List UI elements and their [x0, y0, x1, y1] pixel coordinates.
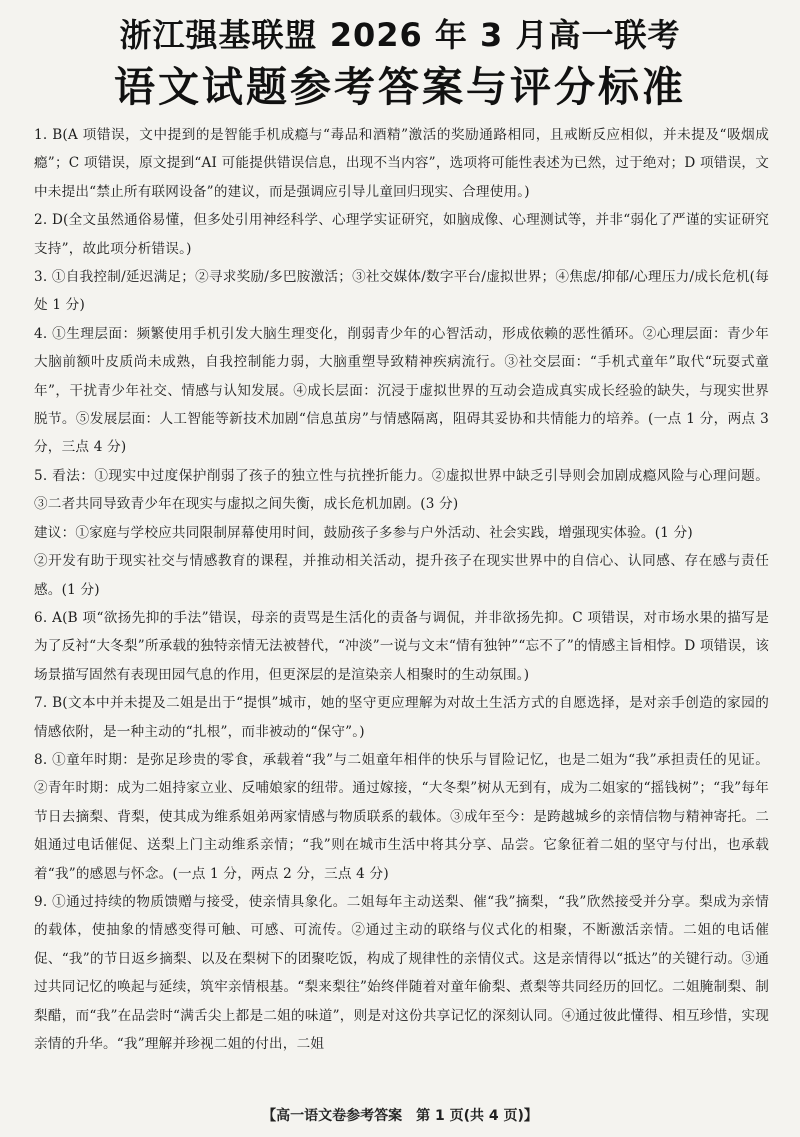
- answer-text: 3. ①自我控制/延迟满足；②寻求奖励/多巴胺激活；③社交媒体/数字平台/虚拟世界；④焦虑/抑郁/心理压力/成长危机(每处 1 分): [34, 269, 769, 314]
- answer-text: 1. B(A 项错误，文中提到的是智能手机成瘾与“毒品和酒精”激活的奖励通路相同，且戒断反应相似，并未提及“吸烟成瘾”；C 项错误，原文提到“AI 可能提供错误信息，出现不当内容”，选项将可能性表述为已然，过于绝对；D 项错误，文中未提出“禁止所有联网设备”的建议，而是强调应引导儿童回归现实、合理使用。): [34, 127, 769, 200]
- document-title: 语文试题参考答案与评分标准: [114, 63, 686, 111]
- page-footer: 【高一语文卷参考答案 第 1 页(共 4 页)】: [262, 1108, 538, 1124]
- answer-item-2: [34, 206, 769, 263]
- answer-item-5: [34, 462, 769, 604]
- answer-text: 2. D(全文虽然通俗易懂，但多处引用神经科学、心理学实证研究，如脑成像、心理测试等，并非“弱化了严谨的实证研究支持”，故此项分析错误。): [34, 212, 769, 257]
- answer-suggestion-2: ②开发有助于现实社交与情感教育的课程，并推动相关活动，提升孩子在现实世界中的自信心、认同感、存在感与责任感。(1 分): [34, 553, 769, 598]
- answer-suggestion-1: 建议：①家庭与学校应共同限制屏幕使用时间，鼓励孩子多参与户外活动、社会实践，增强现实体验。(1 分): [34, 524, 693, 541]
- answer-text: 9. ①通过持续的物质馈赠与接受，使亲情具象化。二姐每年主动送梨、催“我”摘梨，“我”欣然接受并分享。梨成为亲情的载体，使抽象的情感变得可触、可感、可流传。②通过主动的联络与仪式化的相聚，不断激活亲情。二姐的电话催促、“我”的节日返乡摘梨、以及在梨树下的团聚吃饭，构成了规律性的亲情仪式。这是亲情得以“抵达”的关键行动。③通过共同记忆的唤起与延续，筑牢亲情根基。“梨来梨往”始终伴随着对童年偷梨、煮梨等共同经历的回忆。二姐腌制梨、制梨醋，而“我”在品尝时“满舌尖上都是二姐的味道”，则是对这份共享记忆的深刻认同。④通过彼此懂得、相互珍惜，实现亲情的升华。“我”理解并珍视二姐的付出，二姐: [34, 893, 769, 1052]
- answer-item-6: [34, 604, 769, 689]
- answer-item-9: [34, 888, 769, 1058]
- exam-title: 浙江强基联盟 2026 年 3 月高一联考: [119, 16, 681, 54]
- answer-text: 7. B(文本中并未提及二姐是出于“提惧”城市，她的坚守更应理解为对故土生活方式的自愿选择，是对亲手创造的家园的情感依附，是一种主动的“扎根”，而非被动的“保守”。): [34, 695, 769, 740]
- answer-list: [34, 121, 769, 1058]
- answer-item-7: [34, 689, 769, 746]
- answer-text: 4. ①生理层面：频繁使用手机引发大脑生理变化，削弱青少年的心智活动，形成依赖的恶性循环。②心理层面：青少年大脑前额叶皮质尚未成熟，自我控制能力弱，大脑重塑导致精神疾病流行。③社交层面：“手机式童年”取代“玩耍式童年”，干扰青少年社交、情感与认知发展。④成长层面：沉浸于虚拟世界的互动会造成真实成长经验的缺失，与现实世界脱节。⑤发展层面：人工智能等新技术加剧“信息茧房”与情感隔离，阻碍其妥协和共情能力的培养。(一点 1 分，两点 3 分，三点 4 分): [34, 325, 769, 456]
- answer-text: 6. A(B 项“欲扬先抑的手法”错误，母亲的责骂是生活化的责备与调侃，并非欲扬先抑。C 项错误，对市场水果的描写是为了反衬“大冬梨”所承载的独特亲情无法被替代，“冲淡”一说与文末“情有独钟”“忘不了”的情感主旨相悖。D 项错误，该场景描写固然有表现田园气息的作用，但更深层的是渲染亲人相聚时的生动氛围。): [34, 609, 769, 683]
- answer-item-3: [34, 263, 769, 320]
- answer-text: 8. ①童年时期：是弥足珍贵的零食，承载着“我”与二姐童年相伴的快乐与冒险记忆，也是二姐为“我”承担责任的见证。②青年时期：成为二姐持家立业、反哺娘家的纽带。通过嫁接，“大冬梨”树从无到有，成为二姐家的“摇钱树”；“我”每年节日去摘梨、背梨，使其成为维系姐弟两家情感与物质联系的载体。③成年至今：是跨越城乡的亲情信物与精神寄托。二姐通过电话催促、送梨上门主动维系亲情；“我”则在城市生活中将其分享、品尝。它象征着二姐的坚守与付出，也承载着“我”的感恩与怀念。(一点 1 分，两点 2 分，三点 4 分): [34, 751, 769, 882]
- answer-item-4: [34, 320, 769, 462]
- answer-item-8: [34, 746, 769, 888]
- answer-text: 5. 看法：①现实中过度保护削弱了孩子的独立性与抗挫折能力。②虚拟世界中缺乏引导则会加剧成瘾风险与心理问题。③二者共同导致青少年在现实与虚拟之间失衡，成长危机加剧。(3 分): [34, 467, 769, 513]
- answer-item-1: [34, 121, 769, 206]
